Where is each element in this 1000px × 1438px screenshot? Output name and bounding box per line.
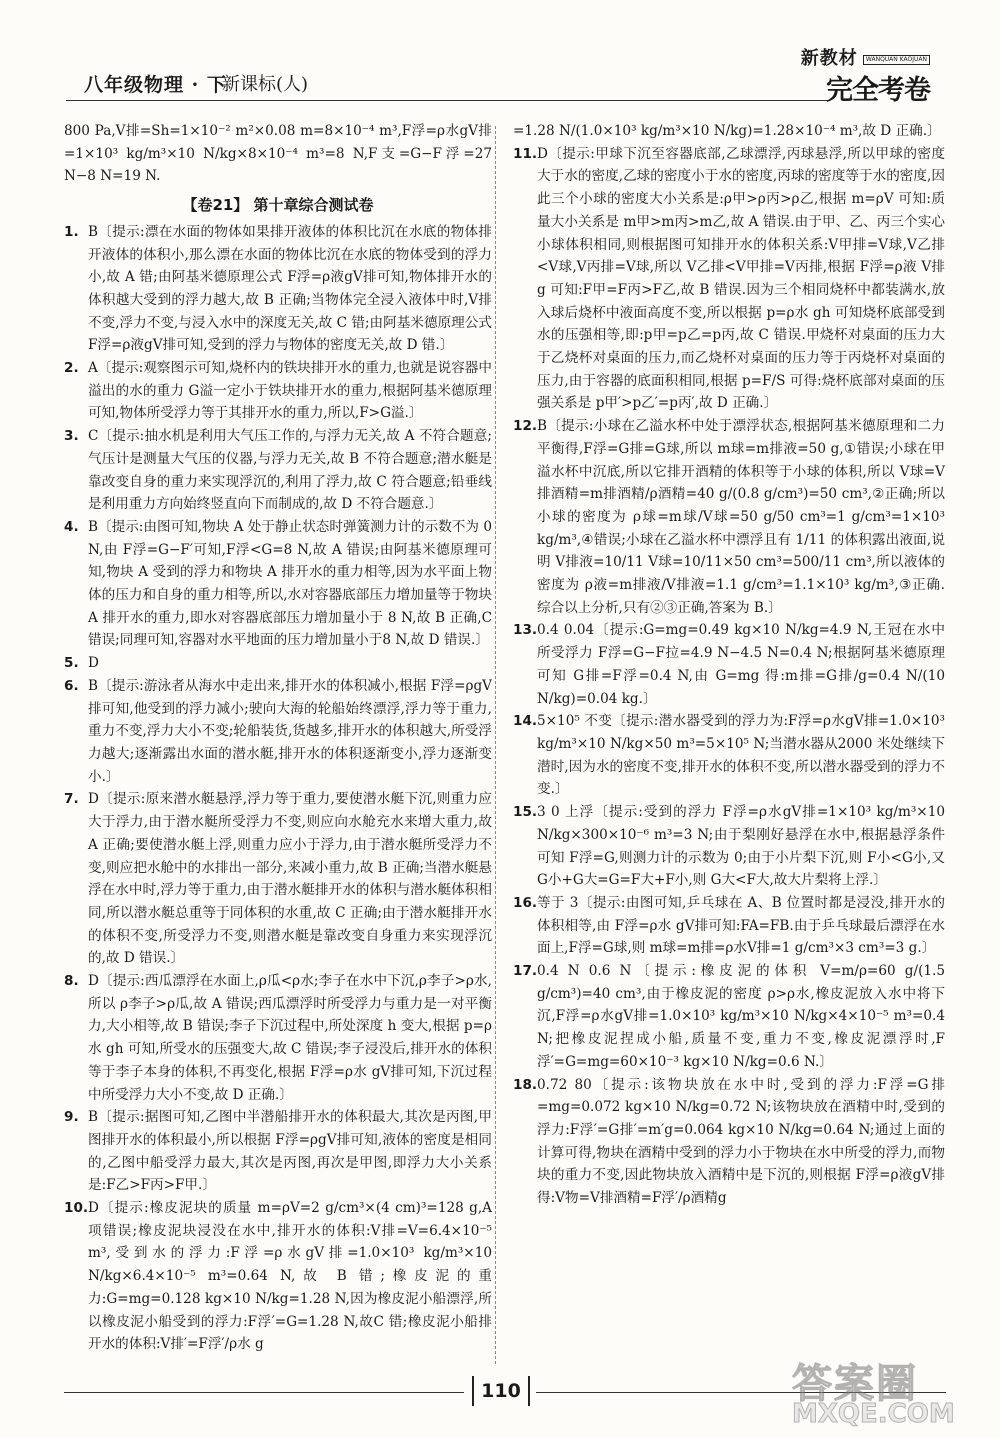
answer-text: B〔提示:据图可知,乙图中半潜船排开水的体积最大,其次是丙图,甲图排开水的体积最小,所以根据 F浮=ρgV排可知,液体的密度是相同的,乙图中船受浮力最大,其次是丙图,再次是甲图,即浮力大小关系是:F乙>F丙>F甲.〕 [88,1109,492,1194]
answer-number: 5. [64,655,79,672]
answer-item [513,143,945,415]
answer-text: B〔提示:小球在乙溢水杯中处于漂浮状态,根据阿基米德原理和二力平衡得,F浮=G排=G球,所以 m球=m排液=50 g,①错误;小球在甲溢水杯中沉底,所以它排开酒精的体积等于小球的体积,所以 V球=V排酒精=m排酒精/ρ酒精=40 g/(0.8 g/cm³)=50 cm³,②正确;所以小球的密度为 ρ球=m球/V球=50 g/50 cm³=1 g/cm³=1×10³ kg/m³,④错误;小球在乙溢水杯中漂浮且有 1/11 的体积露出液面,说明 V排液=10/11 V球=10/11×50 cm³=500/11 cm³,所以液体的密度为 ρ液=m排液/V排液=1.1 g/cm³=1.1×10³ kg/m³,③正确.综合以上分析,只有②③正确,答案为 B.〕 [537,418,945,616]
answer-item [64,425,492,516]
answer-item [513,415,945,619]
page-number: 110 [472,1376,530,1406]
answer-text: 0.4 N 0.6 N〔提示:橡皮泥的体积 V=m/ρ=60 g/(1.5 g/cm³)=40 cm³,由于橡皮泥的密度 ρ>ρ水,橡皮泥放入水中将下沉,F浮=ρ水gV排=1.0×10³ kg/m³×10 N/kg×4×10⁻⁵ m³=0.4 N;把橡皮泥捏成小船,质量不变,重力不变,橡皮泥漂浮时,F浮′=G=mg=60×10⁻³ kg×10 N/kg=0.6 N.〕 [537,963,945,1070]
answer-item [513,619,945,710]
answer-text: 0.72 80〔提示:该物块放在水中时,受到的浮力:F浮=G排=mg=0.072 kg×10 N/kg=0.72 N;该物块放在酒精中时,受到的浮力:F浮′=G排′=m′g=0.064 kg×10 N/kg=0.64 N;通过上面的计算可得,物块在酒精中受到的浮力小于物块在水中所受的浮力,而物块的重力不变,因此物块放入酒精中是下沉的,则根据 F浮=ρ液gV排得:V物=V排酒精=F浮′/ρ酒精g [537,1076,945,1207]
book-title: 八年级物理 · 下 [84,74,227,96]
answer-item [64,788,492,970]
left-intro: 800 Pa,V排=Sh=1×10⁻² m²×0.08 m=8×10⁻⁴ m³,F浮=ρ水gV排=1×10³ kg/m³×10 N/kg×8×10⁻⁴ m³=8 N,F支=G−F浮=27 N−8 N=19 N. [64,123,492,185]
answer-number: 4. [64,518,79,535]
answer-text: D〔提示:橡皮泥块的质量 m=ρV=2 g/cm³×(4 cm)³=128 g,A 项错误;橡皮泥块浸没在水中,排开水的体积:V排=V=6.4×10⁻⁵ m³,受到水的浮力:F浮=ρ水gV排=1.0×10³ kg/m³×10 N/kg×6.4×10⁻⁵ m³=0.64 N,故 B 错;橡皮泥的重力:G=mg=0.128 kg×10 N/kg=1.28 N,因为橡皮泥小船漂浮,所以橡皮泥小船受到的浮力:F浮′=G=1.28 N,故C 错;橡皮泥小船排开水的体积:V排′=F浮′/ρ水 g [88,1200,492,1353]
answer-item [513,960,945,1074]
answer-number: 12. [513,418,538,435]
answer-number: 9. [64,1109,79,1126]
answer-item [64,970,492,1106]
answer-text: 0.4 0.04〔提示:G=mg=0.49 kg×10 N/kg=4.9 N,王冠在水中所受浮力 F浮=G−F拉=4.9 N−4.5 N=0.4 N;根据阿基米德原理可知 G排=F浮=0.4 N,由 G=mg 得:m排=G排/g=0.4 N/(10 N/kg)=0.04 kg.〕 [537,622,945,707]
right-intro: =1.28 N/(1.0×10³ kg/m³×10 N/kg)=1.28×10⁻⁴ m³,故 D 正确.〕 [513,123,941,139]
watermark-logo: 答案圈 [792,1361,918,1407]
answer-item [64,652,492,675]
answer-number: 17. [513,963,538,980]
answer-text: B〔提示:由图可知,物块 A 处于静止状态时弹簧测力计的示数不为 0 N,由 F浮=G−F′可知,F浮<G=8 N,故 A 错误;由阿基米德原理可知,物块 A 受到的浮力和物块 A 排开水的重力相等,因为水平面上物体的压力和自身的重力相等,所以,水对容器底部压力增加量等于物块 A 排开水的重力,即水对容器底部压力增加量小于 8 N,故 B 正确,C 错误;同理可知,容器对水平地面的压力增加量小于8 N,故 D 错误.〕 [88,518,492,649]
brand-logo [800,44,930,106]
left-column [64,120,492,1356]
answer-text: A〔提示:观察图示可知,烧杯内的铁块排开水的重力,也就是说容器中溢出的水的重力 G溢一定小于铁块排开水的重力,根据阿基米德原理可知,物体所受浮力等于其排开水的重力,所以,F>G溢.〕 [88,360,492,422]
answer-item [64,221,492,357]
answer-text: B〔提示:游泳者从海水中走出来,排开水的体积减小,根据 F浮=ρgV排可知,他受到的浮力减小;驶向大海的轮船始终漂浮,浮力等于重力,重力不变,浮力大小不变;轮船装货,货越多,排开水的体积越大,所受浮力越大;逐渐露出水面的潜水艇,排开水的体积逐渐变小,浮力逐渐变小.〕 [88,677,492,785]
answer-number: 14. [513,713,538,730]
answer-text: D〔提示:甲球下沉至容器底部,乙球漂浮,丙球悬浮,所以甲球的密度大于水的密度,乙球的密度小于水的密度,丙球的密度等于水的密度,因此三个小球的密度大小关系是:ρ甲>ρ丙>ρ乙,根据 m=ρV 可知:质量大小关系是 m甲>m丙>m乙,故 A 错误.由于甲、乙、丙三个实心小球体积相同,则根据图可知排开水的体积关系:V甲排=V球,V乙排<V球,V丙排=V球,所以 V乙排<V甲排=V丙排,根据 F浮=ρ液 V排g 可知:F甲=F丙>F乙,故 B 错误.因为三个相同烧杯中都装满水,放入球后烧杯中液面高度不变,所以根据 p=ρ水 gh 可知烧杯底部受到水的压强相等,即:p甲=p乙=p丙,故 C 错误.甲烧杯对桌面的压力大于乙烧杯对桌面的压力,而乙烧杯对桌面的压力等于丙烧杯对桌面的压力,由于容器的底面积相同,根据 p=F/S 可得:烧杯底部对桌面的压强关系是 p甲′>p乙′=p丙′,故 D 正确.〕 [537,145,945,412]
left-answer-list [64,221,492,1356]
answer-text: D [88,655,99,672]
answer-text: B〔提示:漂在水面的物体如果排开液体的体积比沉在水底的物体排开液体的体积小,那么漂在水面的物体比沉在水底的物体受到的浮力小,故 A 错;由阿基米德原理公式 F浮=ρ液gV排可知,物体排开水的体积越大受到的浮力越大,故 B 正确;当物体完全浸入液体中时,V排不变,浮力不变,与浸入水中的深度无关,故 C 错;由阿基米德原理公式 F浮=ρ液gV排可知,受到的浮力与物体的密度无关,故 D 错.〕 [88,223,492,354]
answer-text: D〔提示:西瓜漂浮在水面上,ρ瓜<ρ水;李子在水中下沉,ρ李子>ρ水,所以 ρ李子>ρ瓜,故 A 错误;西瓜漂浮时所受浮力与重力是一对平衡力,大小相等,故 B 错误;李子下沉过程中,所处深度 h 变大,根据 p=ρ水 gh 可知,所受水的压强变大,故 C 错误;李子浸没后,排开水的体积等于李子本身的体积,不再变化,根据 F浮=ρ水 gV排可知,下沉过程中所受浮力大小不变,故 D 正确.〕 [88,973,492,1103]
answer-number: 2. [64,360,79,377]
answer-item [64,516,492,652]
answer-text: 3 0 上浮〔提示:受到的浮力 F浮=ρ水gV排=1×10³ kg/m³×10 N/kg×300×10⁻⁶ m³=3 N;由于梨刚好悬浮在水中,根据悬浮条件可知 F浮=G,则测力计的示数为 0;由于小片梨下沉,则 F小<G小,又 G小+G大=G=F大+F小,则 G大<F大,故大片梨将上浮.〕 [537,804,945,889]
answer-text: D〔提示:原来潜水艇悬浮,浮力等于重力,要使潜水艇下沉,则重力应大于浮力,由于潜水艇所受浮力不变,则应向水舱充水来增大重力,故 A 正确;要使潜水艇上浮,则重力应小于浮力,由于潜水艇所受浮力不变,则应把水舱中的水排出一部分,来减小重力,故 B 正确;当潜水艇悬浮在水中时,浮力等于重力,由于潜水艇排开水的体积与潜水艇体积相同,所以潜水艇总重等于同体积的水重,故 C 正确;由于潜水艇排开水的体积不变,所受浮力不变,则潜水艇是靠改变自身重力来实现浮沉的,故 D 错误.〕 [88,791,492,967]
answer-number: 15. [513,804,538,821]
answer-item [64,1197,492,1356]
page-header [0,0,1000,112]
watermark [792,1352,982,1432]
header-rule [66,100,830,101]
book-subtitle: 新课标(人) [222,74,309,95]
answer-item [513,1074,945,1210]
right-answer-list [513,143,945,1210]
answer-item [64,357,492,425]
answer-number: 18. [513,1076,538,1093]
brand-main: 完全考卷 [826,75,930,106]
watermark-url: MXQE.COM [792,1399,955,1429]
answer-text: C〔提示:抽水机是利用大气压工作的,与浮力无关,故 A 不符合题意;气压计是测量大气压的仪器,与浮力无关,故 B 不符合题意;潜水艇是靠改变自身的重力来实现浮沉的,利用了浮力,故 C 符合题意;铅垂线是利用重力方向始终竖直向下而制成的,故 D 不符合题意.〕 [88,428,492,513]
answer-item [64,1106,492,1197]
answer-item [513,801,945,892]
column-divider [495,126,496,1364]
answer-number: 8. [64,973,79,990]
footer-rule-left [64,1392,464,1393]
answer-number: 7. [64,791,79,808]
answer-number: 13. [513,622,538,639]
brand-top: 新教材 [800,48,858,69]
answer-number: 1. [64,223,79,240]
brand-tag: WANQUAN KAOJUAN [863,55,930,65]
answer-text: 5×10⁵ 不变〔提示:潜水器受到的浮力为:F浮=ρ水gV排=1.0×10³ kg/m³×10 N/kg×50 m³=5×10⁵ N;当潜水器从2000 米处继续下潜时,因为水的密度不变,排开水的体积不变,所以潜水器受到的浮力不变.〕 [537,713,945,798]
answer-number: 6. [64,677,79,694]
answer-number: 16. [513,894,538,911]
answer-number: 11. [513,145,538,162]
answer-number: 10. [64,1200,89,1217]
answer-item [513,710,945,801]
section-title: 【卷21】 第十章综合测试卷 [182,196,374,215]
answer-text: 等于 3〔提示:由图可知,乒乓球在 A、B 位置时都是浸没,排开水的体积相等,由 F浮=ρ水 gV排可知:FA=FB.由于乒乓球最后漂浮在水面上,F浮=G球,则 m球=m排=ρ水V排=1 g/cm³×3 cm³=3 g.〕 [537,894,945,957]
answer-number: 3. [64,428,79,445]
answer-item [513,892,945,960]
answer-item [64,675,492,789]
right-column [513,120,945,1210]
